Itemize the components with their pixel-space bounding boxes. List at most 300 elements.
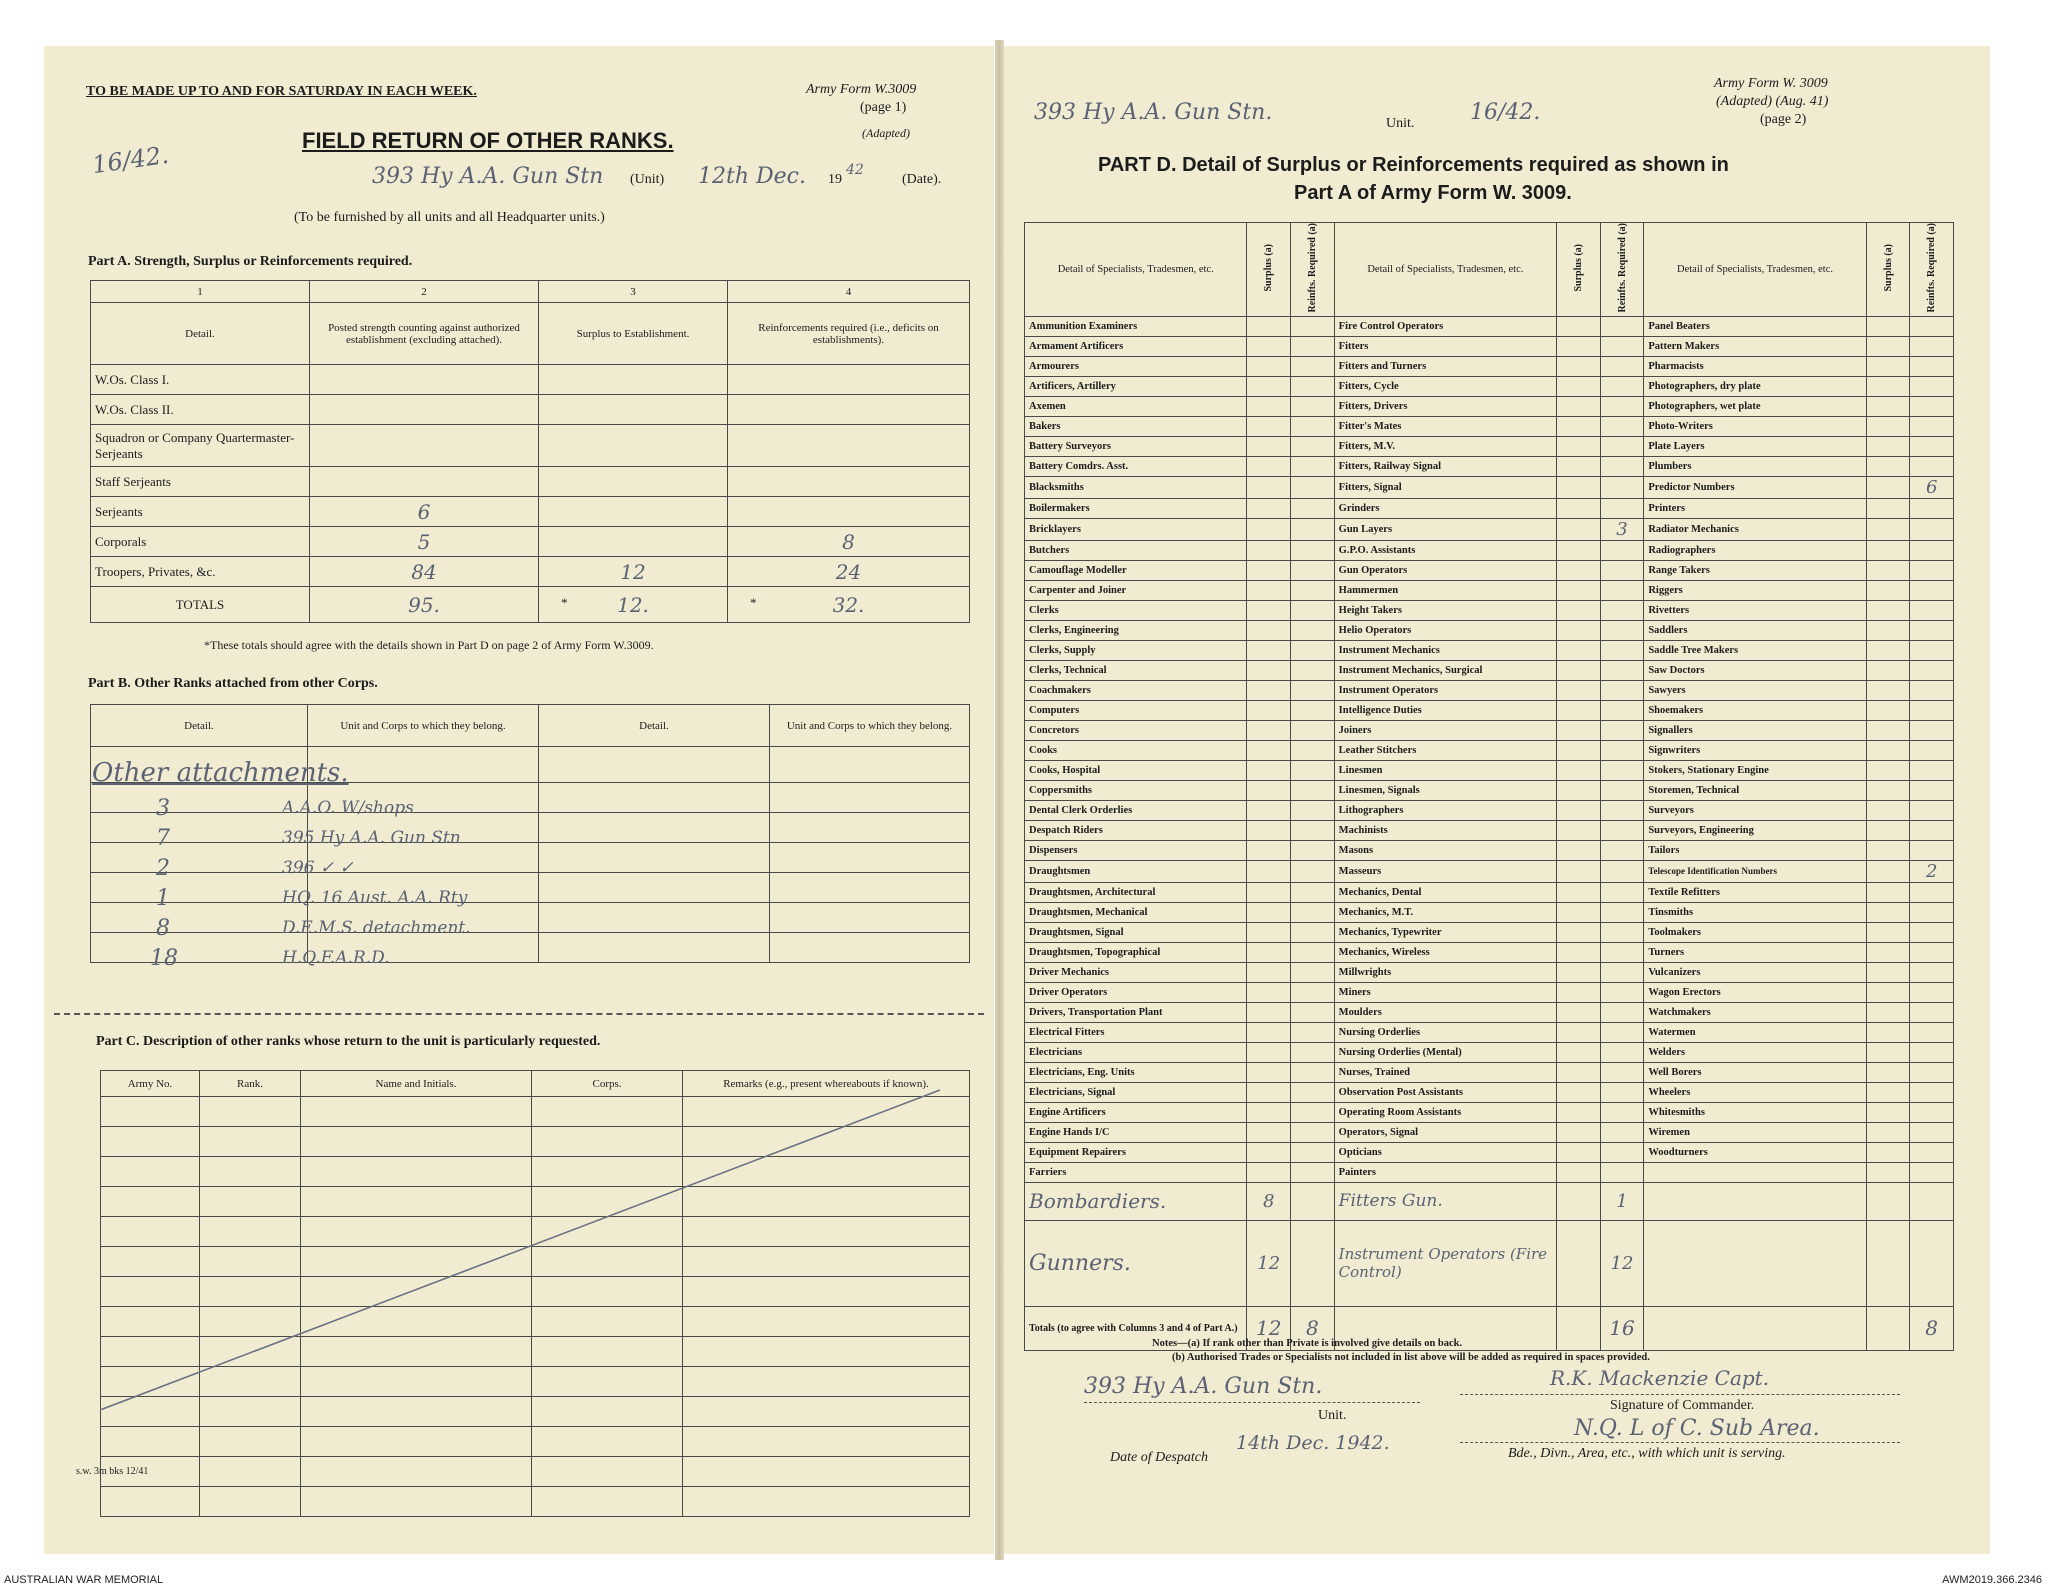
specialist-name: Miners	[1334, 982, 1556, 1002]
specialist-reinf	[1291, 436, 1335, 456]
specialist-reinf	[1910, 922, 1954, 942]
specialist-name: Woodturners	[1644, 1142, 1866, 1162]
specialist-surplus	[1557, 540, 1601, 560]
col-header: Detail.	[91, 303, 310, 365]
part-a-note: *These totals should agree with the details shown in Part D on page 2 of Army Form W.3009.	[204, 638, 654, 652]
specialist-surplus	[1866, 660, 1910, 680]
specialist-name: Dental Clerk Orderlies	[1025, 800, 1247, 820]
hw-unit-corps: H.Q.F.A.R.D.	[282, 948, 390, 968]
specialist-reinf	[1600, 760, 1644, 780]
table-row	[1025, 1002, 1954, 1022]
hw-unit-corps: 396 ✓ ✓	[282, 858, 354, 878]
specialist-reinf	[1910, 720, 1954, 740]
specialist-name: Wagon Erectors	[1644, 982, 1866, 1002]
row-reinf	[728, 467, 970, 497]
specialist-surplus	[1247, 1022, 1291, 1042]
total-reinf-3: 8	[1910, 1306, 1954, 1350]
totals-label: Totals (to agree with Columns 3 and 4 of Part A.)	[1025, 1306, 1247, 1350]
specialist-name: Bakers	[1025, 416, 1247, 436]
specialist-name: Fitters, Cycle	[1334, 376, 1556, 396]
hw-unit-corps: 395 Hy A.A. Gun Stn	[282, 828, 461, 848]
specialist-surplus	[1866, 760, 1910, 780]
specialist-name: Cooks, Hospital	[1025, 760, 1247, 780]
specialist-name: Battery Surveyors	[1025, 436, 1247, 456]
unit-underline	[1084, 1402, 1420, 1403]
specialist-name	[1644, 1162, 1866, 1182]
specialist-reinf	[1291, 902, 1335, 922]
specialist-surplus	[1866, 1162, 1910, 1182]
specialist-name: Nursing Orderlies (Mental)	[1334, 1042, 1556, 1062]
specialist-reinf	[1600, 356, 1644, 376]
specialist-reinf	[1600, 580, 1644, 600]
specialist-name: Painters	[1334, 1162, 1556, 1182]
asterisk-mark: *	[750, 595, 757, 610]
specialist-reinf	[1910, 780, 1954, 800]
footer-credit: AUSTRALIAN WAR MEMORIAL	[4, 1574, 164, 1586]
specialist-name: Hammermen	[1334, 580, 1556, 600]
specialist-name: Pattern Makers	[1644, 336, 1866, 356]
specialist-reinf	[1910, 580, 1954, 600]
specialist-name: Draughtsmen, Topographical	[1025, 942, 1247, 962]
specialist-reinf	[1291, 700, 1335, 720]
specialist-surplus	[1247, 1042, 1291, 1062]
specialist-surplus	[1247, 882, 1291, 902]
specialist-reinf	[1910, 540, 1954, 560]
specialist-surplus	[1247, 316, 1291, 336]
table-row	[1025, 436, 1954, 456]
specialist-reinf	[1600, 800, 1644, 820]
specialist-reinf	[1600, 882, 1644, 902]
hw-extra-surplus: 8	[1247, 1182, 1291, 1220]
specialist-reinf	[1910, 1142, 1954, 1162]
specialist-surplus	[1557, 800, 1601, 820]
specialist-name: Masons	[1334, 840, 1556, 860]
col-header-reinf: Reinfts. Required (a)	[1306, 223, 1318, 313]
part-b-heading: Part B. Other Ranks attached from other Corps.	[88, 676, 378, 691]
table-row	[1025, 860, 1954, 882]
specialist-surplus	[1247, 860, 1291, 882]
specialist-reinf	[1910, 800, 1954, 820]
specialist-surplus	[1866, 456, 1910, 476]
specialist-name: Fitters and Turners	[1334, 356, 1556, 376]
furnish-note: (To be furnished by all units and all Headquarter units.)	[294, 210, 605, 225]
specialist-reinf	[1910, 600, 1954, 620]
specialist-surplus	[1557, 740, 1601, 760]
specialist-reinf	[1600, 982, 1644, 1002]
specialist-reinf	[1600, 820, 1644, 840]
specialist-name: Electrical Fitters	[1025, 1022, 1247, 1042]
specialist-reinf	[1600, 720, 1644, 740]
row-surplus	[539, 395, 728, 425]
table-row	[1025, 680, 1954, 700]
specialist-surplus	[1557, 376, 1601, 396]
table-row	[1025, 922, 1954, 942]
specialist-name: Grinders	[1334, 498, 1556, 518]
specialist-reinf	[1600, 840, 1644, 860]
commander-label: Signature of Commander.	[1610, 1398, 1755, 1413]
specialist-reinf	[1600, 1062, 1644, 1082]
specialist-name: Instrument Mechanics, Surgical	[1334, 660, 1556, 680]
specialist-name: Axemen	[1025, 396, 1247, 416]
specialist-name: Leather Stitchers	[1334, 740, 1556, 760]
specialist-name: Watermen	[1644, 1022, 1866, 1042]
specialist-surplus	[1247, 962, 1291, 982]
specialist-reinf	[1910, 962, 1954, 982]
specialist-reinf	[1291, 720, 1335, 740]
specialist-reinf	[1291, 740, 1335, 760]
specialist-name: Plate Layers	[1644, 436, 1866, 456]
hw-unit-top: 393 Hy A.A. Gun Stn.	[1034, 100, 1273, 125]
specialist-reinf	[1291, 800, 1335, 820]
specialist-name: Intelligence Duties	[1334, 700, 1556, 720]
row-reinf	[728, 395, 970, 425]
specialist-name: Electricians, Eng. Units	[1025, 1062, 1247, 1082]
row-posted: 5	[310, 527, 539, 557]
form-ref: Army Form W.3009	[806, 82, 917, 97]
specialist-surplus	[1247, 942, 1291, 962]
specialist-reinf	[1600, 942, 1644, 962]
specialist-surplus	[1247, 720, 1291, 740]
specialist-reinf	[1291, 962, 1335, 982]
specialist-surplus	[1866, 922, 1910, 942]
hw-detail: 2	[156, 856, 170, 881]
specialist-surplus	[1247, 840, 1291, 860]
specialist-reinf	[1600, 416, 1644, 436]
row-detail: Serjeants	[91, 497, 310, 527]
specialist-reinf	[1291, 600, 1335, 620]
table-row	[1025, 820, 1954, 840]
date-year-prefix: 19	[828, 172, 842, 187]
specialist-reinf	[1291, 416, 1335, 436]
table-row	[1025, 982, 1954, 1002]
specialist-surplus	[1557, 336, 1601, 356]
row-surplus	[539, 425, 728, 467]
specialist-reinf	[1600, 436, 1644, 456]
specialist-name: Armourers	[1025, 356, 1247, 376]
table-row	[1025, 336, 1954, 356]
specialist-surplus	[1247, 600, 1291, 620]
specialist-name: Equipment Repairers	[1025, 1142, 1247, 1162]
specialist-surplus	[1866, 1142, 1910, 1162]
specialist-name: Fitters, Drivers	[1334, 396, 1556, 416]
footer-accession: AWM2019.366.2346	[1942, 1574, 2042, 1586]
specialist-name: Saw Doctors	[1644, 660, 1866, 680]
part-d-table	[1024, 222, 1954, 1351]
specialist-reinf	[1910, 560, 1954, 580]
col-header-reinf: Reinfts. Required (a)	[1616, 223, 1628, 313]
specialist-name: Butchers	[1025, 540, 1247, 560]
specialist-name: Surveyors, Engineering	[1644, 820, 1866, 840]
area-underline	[1460, 1442, 1900, 1443]
hw-unit: 393 Hy A.A. Gun Stn	[372, 164, 604, 189]
specialist-name: Lithographers	[1334, 800, 1556, 820]
hw-detail: 7	[156, 826, 170, 851]
print-code: s.w. 3m bks 12/41	[76, 1466, 149, 1477]
specialist-reinf	[1600, 396, 1644, 416]
part-a-table	[90, 280, 970, 623]
col-header: Posted strength counting against authorized establishment (excluding attached).	[310, 303, 539, 365]
table-row	[91, 557, 970, 587]
specialist-surplus	[1866, 560, 1910, 580]
row-posted	[310, 395, 539, 425]
specialist-surplus	[1557, 942, 1601, 962]
row-posted: 84	[310, 557, 539, 587]
table-row	[1025, 942, 1954, 962]
specialist-surplus	[1247, 700, 1291, 720]
specialist-surplus	[1866, 356, 1910, 376]
table-row	[1025, 600, 1954, 620]
specialist-name: Nurses, Trained	[1334, 1062, 1556, 1082]
specialist-name: Drivers, Transportation Plant	[1025, 1002, 1247, 1022]
specialist-reinf	[1910, 942, 1954, 962]
specialist-surplus	[1866, 1082, 1910, 1102]
part-d-title-2: Part A of Army Form W. 3009.	[1294, 182, 1572, 204]
specialist-name: Riggers	[1644, 580, 1866, 600]
table-row	[91, 425, 970, 467]
specialist-name: Instrument Operators	[1334, 680, 1556, 700]
specialist-reinf	[1291, 356, 1335, 376]
specialist-reinf	[1291, 476, 1335, 498]
specialist-name: Pharmacists	[1644, 356, 1866, 376]
specialist-reinf	[1910, 1162, 1954, 1182]
cancel-diagonal-line	[100, 1070, 970, 1410]
specialist-surplus	[1557, 1022, 1601, 1042]
table-row	[1025, 476, 1954, 498]
table-row	[1025, 1122, 1954, 1142]
specialist-reinf	[1291, 396, 1335, 416]
specialist-name: Shoemakers	[1644, 700, 1866, 720]
specialist-surplus	[1557, 1082, 1601, 1102]
specialist-reinf	[1291, 518, 1335, 540]
specialist-name: Tailors	[1644, 840, 1866, 860]
part-b-table	[90, 704, 970, 963]
specialist-name: Sawyers	[1644, 680, 1866, 700]
specialist-name: Fitters, Signal	[1334, 476, 1556, 498]
specialist-surplus	[1866, 540, 1910, 560]
table-row	[1025, 620, 1954, 640]
col-header: Detail.	[91, 705, 308, 747]
specialist-surplus	[1557, 416, 1601, 436]
specialist-reinf	[1910, 640, 1954, 660]
table-row	[1025, 376, 1954, 396]
specialist-surplus	[1866, 1062, 1910, 1082]
specialist-name: Linesmen, Signals	[1334, 780, 1556, 800]
row-reinf	[728, 425, 970, 467]
table-row	[1025, 800, 1954, 820]
adapted-label: (Adapted)	[862, 126, 910, 140]
specialist-surplus	[1866, 1022, 1910, 1042]
specialist-name: Blacksmiths	[1025, 476, 1247, 498]
col-header: Reinforcements required (i.e., deficits on establishments).	[728, 303, 970, 365]
specialist-surplus	[1866, 902, 1910, 922]
specialist-surplus	[1247, 1162, 1291, 1182]
row-surplus	[539, 497, 728, 527]
table-row	[1025, 540, 1954, 560]
specialist-surplus	[1557, 922, 1601, 942]
specialist-name: Coachmakers	[1025, 680, 1247, 700]
row-detail: W.Os. Class I.	[91, 365, 310, 395]
row-reinf	[728, 497, 970, 527]
specialist-name: Armament Artificers	[1025, 336, 1247, 356]
hw-sig-unit: 393 Hy A.A. Gun Stn.	[1084, 1374, 1323, 1399]
specialist-surplus	[1866, 376, 1910, 396]
specialist-surplus	[1247, 336, 1291, 356]
specialist-reinf	[1910, 740, 1954, 760]
specialist-surplus	[1247, 1082, 1291, 1102]
hw-date-year: 42	[846, 162, 864, 178]
specialist-reinf	[1291, 860, 1335, 882]
specialist-name: Opticians	[1334, 1142, 1556, 1162]
col-header: Name and Initials.	[301, 1071, 532, 1097]
specialist-surplus	[1866, 700, 1910, 720]
table-row	[1025, 660, 1954, 680]
specialist-surplus	[1557, 882, 1601, 902]
specialist-reinf	[1600, 600, 1644, 620]
specialist-name: Height Takers	[1334, 600, 1556, 620]
specialist-name: Masseurs	[1334, 860, 1556, 882]
specialist-surplus	[1866, 680, 1910, 700]
specialist-name: Plumbers	[1644, 456, 1866, 476]
table-row	[1025, 580, 1954, 600]
specialist-surplus	[1866, 780, 1910, 800]
total-posted: 95.	[310, 587, 539, 623]
specialist-name: Boilermakers	[1025, 498, 1247, 518]
table-row	[1025, 882, 1954, 902]
specialist-name: Storemen, Technical	[1644, 780, 1866, 800]
row-detail: Troopers, Privates, &c.	[91, 557, 310, 587]
specialist-surplus	[1247, 376, 1291, 396]
specialist-reinf	[1291, 942, 1335, 962]
col-header-surplus: Surplus (a)	[1572, 244, 1584, 292]
specialist-surplus	[1866, 620, 1910, 640]
specialist-surplus	[1866, 1102, 1910, 1122]
specialist-reinf	[1910, 396, 1954, 416]
specialist-name: Saddlers	[1644, 620, 1866, 640]
specialist-reinf	[1291, 640, 1335, 660]
specialist-reinf	[1291, 1082, 1335, 1102]
specialist-reinf	[1291, 1022, 1335, 1042]
specialist-name: Toolmakers	[1644, 922, 1866, 942]
specialist-surplus	[1557, 560, 1601, 580]
specialist-name: Well Borers	[1644, 1062, 1866, 1082]
specialist-name: Fitter's Mates	[1334, 416, 1556, 436]
specialist-reinf	[1910, 376, 1954, 396]
specialist-name: Mechanics, Dental	[1334, 882, 1556, 902]
adapted-label-right: (Adapted) (Aug. 41)	[1716, 94, 1829, 109]
specialist-reinf	[1600, 540, 1644, 560]
specialist-surplus	[1557, 982, 1601, 1002]
table-row	[91, 527, 970, 557]
specialist-name: Operating Room Assistants	[1334, 1102, 1556, 1122]
specialist-name: Photographers, dry plate	[1644, 376, 1866, 396]
hw-extra-row	[1025, 1182, 1954, 1220]
specialist-name: Saddle Tree Makers	[1644, 640, 1866, 660]
specialist-name: Range Takers	[1644, 560, 1866, 580]
specialist-reinf	[1910, 336, 1954, 356]
specialist-name: Fitters, Railway Signal	[1334, 456, 1556, 476]
specialist-surplus	[1247, 1062, 1291, 1082]
col-header: Corps.	[532, 1071, 683, 1097]
specialist-surplus	[1247, 660, 1291, 680]
hw-extra-row	[1025, 1220, 1954, 1306]
specialist-name: Mechanics, Typewriter	[1334, 922, 1556, 942]
total-surplus-2	[1557, 1306, 1601, 1350]
col-header-reinf: Reinfts. Required (a)	[1926, 223, 1938, 313]
specialist-name: Whitesmiths	[1644, 1102, 1866, 1122]
specialist-surplus	[1557, 580, 1601, 600]
specialist-reinf	[1291, 982, 1335, 1002]
col-header-detail: Detail of Specialists, Tradesmen, etc.	[1644, 223, 1866, 317]
specialist-reinf	[1600, 680, 1644, 700]
col-header: Unit and Corps to which they belong.	[308, 705, 539, 747]
specialist-surplus	[1557, 962, 1601, 982]
hw-other-attachments: Other attachments.	[92, 758, 349, 788]
page-ref: (page 1)	[860, 100, 907, 115]
specialist-surplus	[1557, 1142, 1601, 1162]
table-row	[1025, 1022, 1954, 1042]
form-ref-right: Army Form W. 3009	[1714, 76, 1828, 91]
page-ref-right: (page 2)	[1760, 112, 1807, 127]
specialist-surplus	[1247, 982, 1291, 1002]
specialist-name: Millwrights	[1334, 962, 1556, 982]
specialist-name: Dispensers	[1025, 840, 1247, 860]
specialist-name: Instrument Mechanics	[1334, 640, 1556, 660]
total-reinf-1: 8	[1291, 1306, 1335, 1350]
specialist-surplus	[1247, 640, 1291, 660]
specialist-surplus	[1866, 720, 1910, 740]
row-reinf: 8	[728, 527, 970, 557]
table-row	[1025, 560, 1954, 580]
specialist-surplus	[1557, 476, 1601, 498]
table-row	[1025, 962, 1954, 982]
table-row	[91, 497, 970, 527]
specialist-name: Turners	[1644, 942, 1866, 962]
specialist-name: Gun Layers	[1334, 518, 1556, 540]
specialist-name: Gun Operators	[1334, 560, 1556, 580]
row-posted	[310, 365, 539, 395]
table-row	[91, 467, 970, 497]
specialist-surplus	[1247, 560, 1291, 580]
specialist-surplus	[1557, 498, 1601, 518]
specialist-reinf	[1600, 1142, 1644, 1162]
specialist-surplus	[1247, 1102, 1291, 1122]
specialist-name: Predictor Numbers	[1644, 476, 1866, 498]
hw-detail: 8	[156, 916, 170, 941]
specialist-name: Camouflage Modeller	[1025, 560, 1247, 580]
specialist-name: Electricians	[1025, 1042, 1247, 1062]
specialist-name: Electricians, Signal	[1025, 1082, 1247, 1102]
specialist-reinf	[1910, 436, 1954, 456]
table-row	[1025, 1042, 1954, 1062]
page-title: FIELD RETURN OF OTHER RANKS.	[302, 128, 674, 153]
table-row	[1025, 356, 1954, 376]
specialist-surplus	[1247, 800, 1291, 820]
specialist-reinf	[1600, 456, 1644, 476]
specialist-surplus	[1247, 780, 1291, 800]
specialist-surplus	[1247, 356, 1291, 376]
specialist-reinf	[1291, 760, 1335, 780]
hw-commander-signature: R.K. Mackenzie Capt.	[1550, 1366, 1770, 1390]
specialist-surplus	[1866, 336, 1910, 356]
specialist-reinf	[1910, 1102, 1954, 1122]
specialist-name: Driver Operators	[1025, 982, 1247, 1002]
table-row	[1025, 720, 1954, 740]
totals-row	[91, 587, 970, 623]
specialist-name: Machinists	[1334, 820, 1556, 840]
total-surplus-1: 12	[1247, 1306, 1291, 1350]
specialist-surplus	[1866, 476, 1910, 498]
hw-detail: 1	[156, 886, 170, 911]
